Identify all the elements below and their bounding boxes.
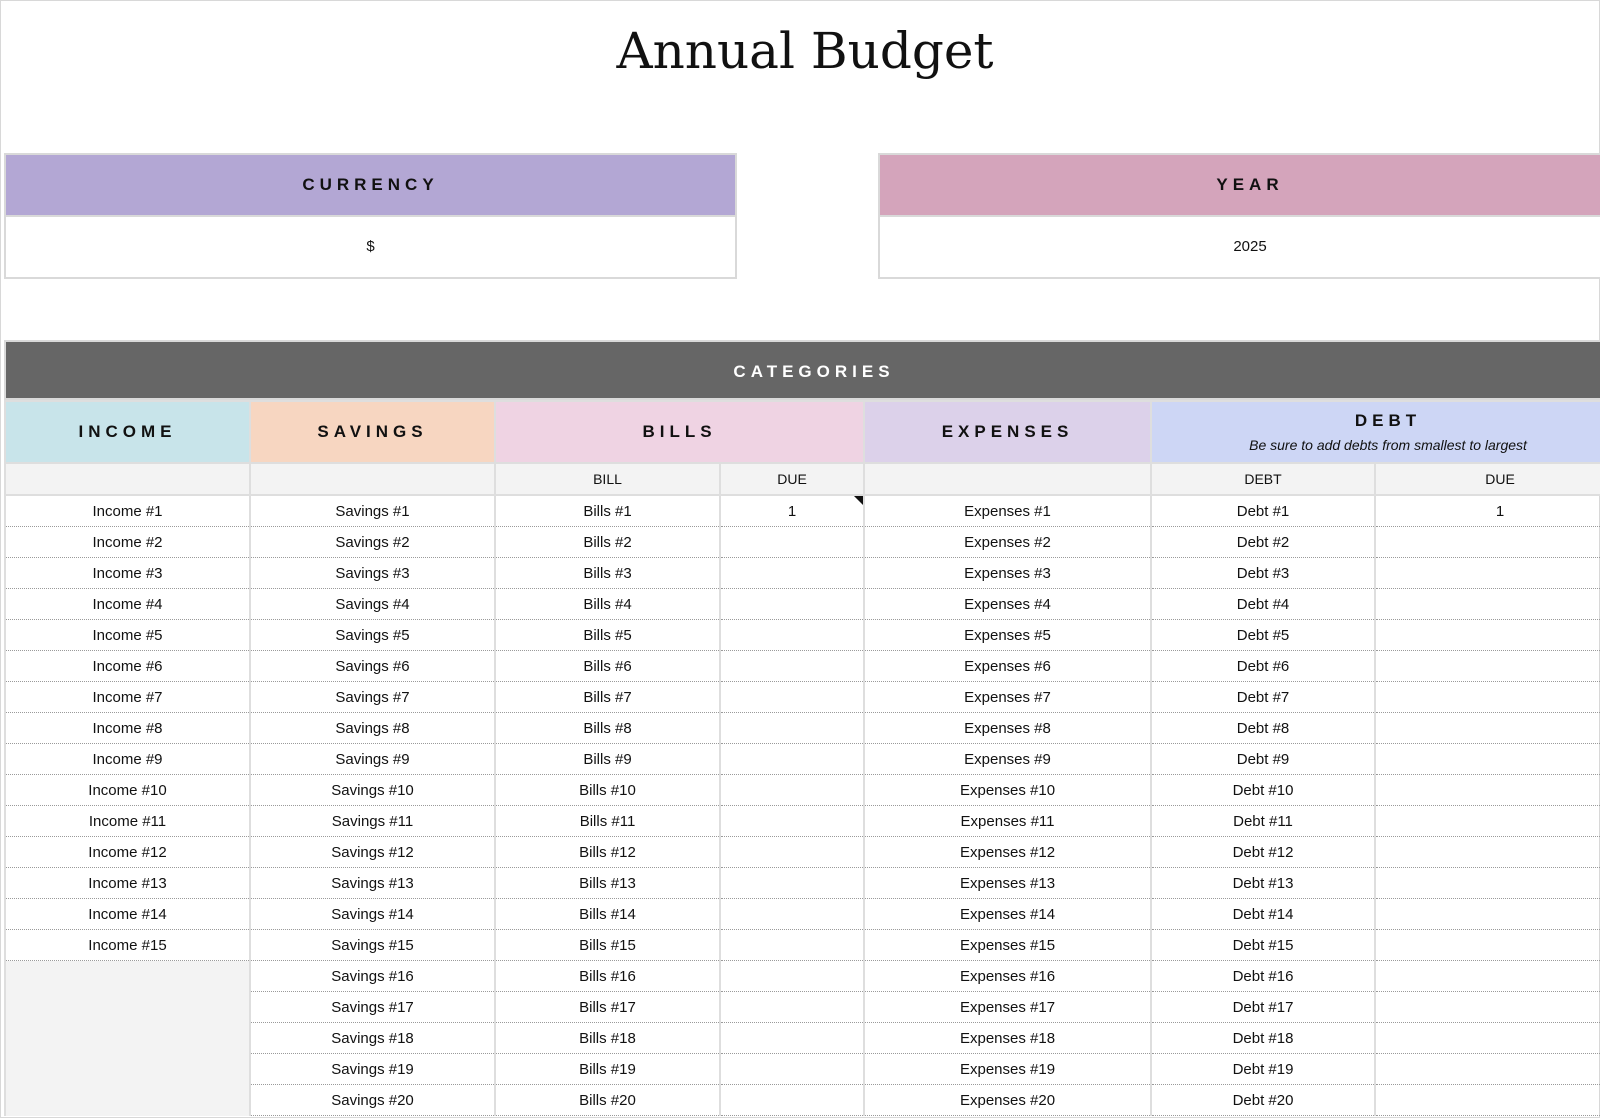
- debt-cell[interactable]: Debt #13: [1151, 868, 1375, 899]
- savings-subheader: [250, 463, 495, 495]
- bills-due-cell[interactable]: [720, 868, 864, 899]
- savings-cell[interactable]: Savings #14: [250, 899, 495, 930]
- debt-title: DEBT: [1354, 411, 1422, 430]
- debt-due-cell[interactable]: [1375, 558, 1600, 589]
- table-row: [5, 868, 1600, 899]
- savings-cell[interactable]: Savings #5: [250, 620, 495, 651]
- debt-cell[interactable]: Debt #18: [1151, 1023, 1375, 1054]
- table-row: [5, 620, 1600, 651]
- table-row: [5, 651, 1600, 682]
- expenses-header: EXPENSES: [864, 401, 1151, 463]
- bills-due-cell[interactable]: [720, 744, 864, 775]
- expenses-cell[interactable]: Expenses #6: [864, 651, 1151, 682]
- bills-due-cell[interactable]: 1: [720, 495, 864, 527]
- bills-cell[interactable]: Bills #6: [495, 651, 720, 682]
- bills-cell[interactable]: Bills #9: [495, 744, 720, 775]
- income-cell[interactable]: Income #14: [5, 899, 250, 930]
- debt-due-cell[interactable]: [1375, 899, 1600, 930]
- income-cell[interactable]: Income #4: [5, 589, 250, 620]
- categories-grid: [4, 400, 1600, 1116]
- expenses-cell[interactable]: Expenses #8: [864, 713, 1151, 744]
- income-cell[interactable]: Income #2: [5, 527, 250, 558]
- currency-label: CURRENCY: [6, 155, 735, 217]
- savings-cell[interactable]: Savings #20: [250, 1085, 495, 1116]
- bills-cell[interactable]: Bills #11: [495, 806, 720, 837]
- currency-value[interactable]: $: [366, 238, 375, 255]
- bills-cell[interactable]: Bills #17: [495, 992, 720, 1023]
- year-value[interactable]: 2025: [1233, 238, 1267, 255]
- table-row: [5, 775, 1600, 806]
- savings-cell[interactable]: Savings #2: [250, 527, 495, 558]
- savings-cell[interactable]: Savings #6: [250, 651, 495, 682]
- savings-cell[interactable]: Savings #12: [250, 837, 495, 868]
- expenses-cell[interactable]: Expenses #18: [864, 1023, 1151, 1054]
- bills-cell[interactable]: Bills #4: [495, 589, 720, 620]
- savings-header: SAVINGS: [250, 401, 495, 463]
- bills-cell[interactable]: Bills #8: [495, 713, 720, 744]
- bills-due-cell[interactable]: [720, 558, 864, 589]
- bills-cell[interactable]: Bills #1: [495, 495, 720, 527]
- debt-cell[interactable]: Debt #12: [1151, 837, 1375, 868]
- debt-cell[interactable]: Debt #15: [1151, 930, 1375, 961]
- table-row: [5, 806, 1600, 837]
- bills-cell[interactable]: Bills #13: [495, 868, 720, 899]
- savings-cell[interactable]: Savings #8: [250, 713, 495, 744]
- debt-note: Be sure to add debts from smallest to largest: [1249, 437, 1527, 453]
- expenses-cell[interactable]: Expenses #20: [864, 1085, 1151, 1116]
- income-cell[interactable]: Income #13: [5, 868, 250, 899]
- income-cell[interactable]: Income #8: [5, 713, 250, 744]
- expenses-cell[interactable]: Expenses #2: [864, 527, 1151, 558]
- debt-due-cell[interactable]: [1375, 527, 1600, 558]
- expenses-cell[interactable]: Expenses #11: [864, 806, 1151, 837]
- debt-cell[interactable]: Debt #4: [1151, 589, 1375, 620]
- debt-due-cell[interactable]: [1375, 682, 1600, 713]
- income-empty-area: [5, 961, 250, 1116]
- debt-cell[interactable]: Debt #16: [1151, 961, 1375, 992]
- bills-cell[interactable]: Bills #2: [495, 527, 720, 558]
- savings-cell[interactable]: Savings #4: [250, 589, 495, 620]
- debt-due-cell[interactable]: [1375, 589, 1600, 620]
- bill-subheader: BILL: [495, 463, 720, 495]
- expenses-cell[interactable]: Expenses #17: [864, 992, 1151, 1023]
- table-row: [5, 837, 1600, 868]
- debt-cell[interactable]: Debt #14: [1151, 899, 1375, 930]
- table-row: [5, 558, 1600, 589]
- table-row: [5, 930, 1600, 961]
- bills-due-cell[interactable]: [720, 837, 864, 868]
- bills-due-cell[interactable]: [720, 775, 864, 806]
- debt-due-cell[interactable]: [1375, 1023, 1600, 1054]
- income-cell[interactable]: Income #5: [5, 620, 250, 651]
- debt-cell[interactable]: Debt #7: [1151, 682, 1375, 713]
- table-row: [5, 961, 1600, 992]
- income-cell[interactable]: Income #3: [5, 558, 250, 589]
- categories-header: CATEGORIES: [4, 340, 1600, 400]
- bills-cell[interactable]: Bills #15: [495, 930, 720, 961]
- debt-cell[interactable]: Debt #5: [1151, 620, 1375, 651]
- bills-due-cell[interactable]: [720, 713, 864, 744]
- bills-due-cell[interactable]: [720, 930, 864, 961]
- income-cell[interactable]: Income #12: [5, 837, 250, 868]
- savings-cell[interactable]: Savings #19: [250, 1054, 495, 1085]
- bills-cell[interactable]: Bills #5: [495, 620, 720, 651]
- table-row: [5, 713, 1600, 744]
- bills-cell[interactable]: Bills #14: [495, 899, 720, 930]
- expenses-cell[interactable]: Expenses #14: [864, 899, 1151, 930]
- bills-cell[interactable]: Bills #12: [495, 837, 720, 868]
- debt-due-cell[interactable]: [1375, 930, 1600, 961]
- bills-due-cell[interactable]: [720, 651, 864, 682]
- savings-cell[interactable]: Savings #9: [250, 744, 495, 775]
- bills-due-cell[interactable]: [720, 1085, 864, 1116]
- bills-due-cell[interactable]: [720, 961, 864, 992]
- debt-due-cell[interactable]: [1375, 1054, 1600, 1085]
- debt-due-cell[interactable]: [1375, 961, 1600, 992]
- bills-cell[interactable]: Bills #19: [495, 1054, 720, 1085]
- savings-cell[interactable]: Savings #3: [250, 558, 495, 589]
- savings-cell[interactable]: Savings #18: [250, 1023, 495, 1054]
- currency-box: [4, 153, 737, 279]
- table-row: [5, 527, 1600, 558]
- categories-table: [4, 340, 1600, 1116]
- bills-cell[interactable]: Bills #20: [495, 1085, 720, 1116]
- expenses-cell[interactable]: Expenses #1: [864, 495, 1151, 527]
- income-cell[interactable]: Income #7: [5, 682, 250, 713]
- bills-due-cell[interactable]: [720, 682, 864, 713]
- savings-cell[interactable]: Savings #7: [250, 682, 495, 713]
- debt-cell[interactable]: Debt #2: [1151, 527, 1375, 558]
- debt-cell[interactable]: Debt #3: [1151, 558, 1375, 589]
- income-cell[interactable]: Income #9: [5, 744, 250, 775]
- income-cell[interactable]: Income #1: [5, 495, 250, 527]
- debt-cell[interactable]: Debt #8: [1151, 713, 1375, 744]
- table-row: [5, 744, 1600, 775]
- table-row: [5, 899, 1600, 930]
- bill-due-subheader: DUE: [720, 463, 864, 495]
- expenses-cell[interactable]: Expenses #4: [864, 589, 1151, 620]
- savings-cell[interactable]: Savings #15: [250, 930, 495, 961]
- bills-due-cell[interactable]: [720, 589, 864, 620]
- expenses-cell[interactable]: Expenses #13: [864, 868, 1151, 899]
- bills-due-cell[interactable]: [720, 806, 864, 837]
- income-cell[interactable]: Income #6: [5, 651, 250, 682]
- debt-cell[interactable]: Debt #17: [1151, 992, 1375, 1023]
- income-cell[interactable]: Income #11: [5, 806, 250, 837]
- debt-header: [1151, 401, 1600, 463]
- debt-due-cell[interactable]: [1375, 620, 1600, 651]
- expenses-cell[interactable]: Expenses #10: [864, 775, 1151, 806]
- savings-cell[interactable]: Savings #16: [250, 961, 495, 992]
- debt-due-subheader: DUE: [1375, 463, 1600, 495]
- income-cell[interactable]: Income #10: [5, 775, 250, 806]
- debt-due-cell[interactable]: [1375, 775, 1600, 806]
- savings-cell[interactable]: Savings #1: [250, 495, 495, 527]
- bills-cell[interactable]: Bills #10: [495, 775, 720, 806]
- table-row: [5, 682, 1600, 713]
- bills-due-cell[interactable]: [720, 620, 864, 651]
- expenses-cell[interactable]: Expenses #12: [864, 837, 1151, 868]
- debt-due-cell[interactable]: [1375, 744, 1600, 775]
- bills-cell[interactable]: Bills #16: [495, 961, 720, 992]
- debt-cell[interactable]: Debt #20: [1151, 1085, 1375, 1116]
- debt-due-cell[interactable]: [1375, 806, 1600, 837]
- income-header: INCOME: [5, 401, 250, 463]
- expenses-cell[interactable]: Expenses #9: [864, 744, 1151, 775]
- bills-cell[interactable]: Bills #7: [495, 682, 720, 713]
- debt-due-cell[interactable]: 1: [1375, 495, 1600, 527]
- debt-subheader: DEBT: [1151, 463, 1375, 495]
- savings-cell[interactable]: Savings #10: [250, 775, 495, 806]
- debt-cell[interactable]: Debt #19: [1151, 1054, 1375, 1085]
- page-title: Annual Budget: [616, 22, 994, 80]
- debt-due-cell[interactable]: [1375, 651, 1600, 682]
- savings-cell[interactable]: Savings #17: [250, 992, 495, 1023]
- savings-cell[interactable]: Savings #13: [250, 868, 495, 899]
- bills-due-cell[interactable]: [720, 899, 864, 930]
- debt-due-cell[interactable]: [1375, 1085, 1600, 1116]
- bills-due-cell[interactable]: [720, 527, 864, 558]
- year-label: YEAR: [880, 155, 1600, 217]
- expenses-cell[interactable]: Expenses #3: [864, 558, 1151, 589]
- bills-due-cell[interactable]: [720, 992, 864, 1023]
- year-box: [878, 153, 1600, 279]
- subheader-row: [5, 463, 1600, 495]
- expenses-cell[interactable]: Expenses #5: [864, 620, 1151, 651]
- debt-cell[interactable]: Debt #10: [1151, 775, 1375, 806]
- expenses-subheader: [864, 463, 1151, 495]
- debt-cell[interactable]: Debt #9: [1151, 744, 1375, 775]
- debt-due-cell[interactable]: [1375, 713, 1600, 744]
- expenses-cell[interactable]: Expenses #15: [864, 930, 1151, 961]
- expenses-cell[interactable]: Expenses #19: [864, 1054, 1151, 1085]
- bills-due-cell[interactable]: [720, 1054, 864, 1085]
- bills-header: BILLS: [495, 401, 864, 463]
- debt-cell[interactable]: Debt #11: [1151, 806, 1375, 837]
- bills-due-cell[interactable]: [720, 1023, 864, 1054]
- bills-cell[interactable]: Bills #18: [495, 1023, 720, 1054]
- debt-cell[interactable]: Debt #1: [1151, 495, 1375, 527]
- debt-due-cell[interactable]: [1375, 868, 1600, 899]
- table-row: [5, 589, 1600, 620]
- debt-due-cell[interactable]: [1375, 992, 1600, 1023]
- income-cell[interactable]: Income #15: [5, 930, 250, 961]
- bills-cell[interactable]: Bills #3: [495, 558, 720, 589]
- expenses-cell[interactable]: Expenses #7: [864, 682, 1151, 713]
- debt-due-cell[interactable]: [1375, 837, 1600, 868]
- section-header-row: [5, 401, 1600, 463]
- expenses-cell[interactable]: Expenses #16: [864, 961, 1151, 992]
- income-subheader: [5, 463, 250, 495]
- table-row: [5, 495, 1600, 527]
- savings-cell[interactable]: Savings #11: [250, 806, 495, 837]
- debt-cell[interactable]: Debt #6: [1151, 651, 1375, 682]
